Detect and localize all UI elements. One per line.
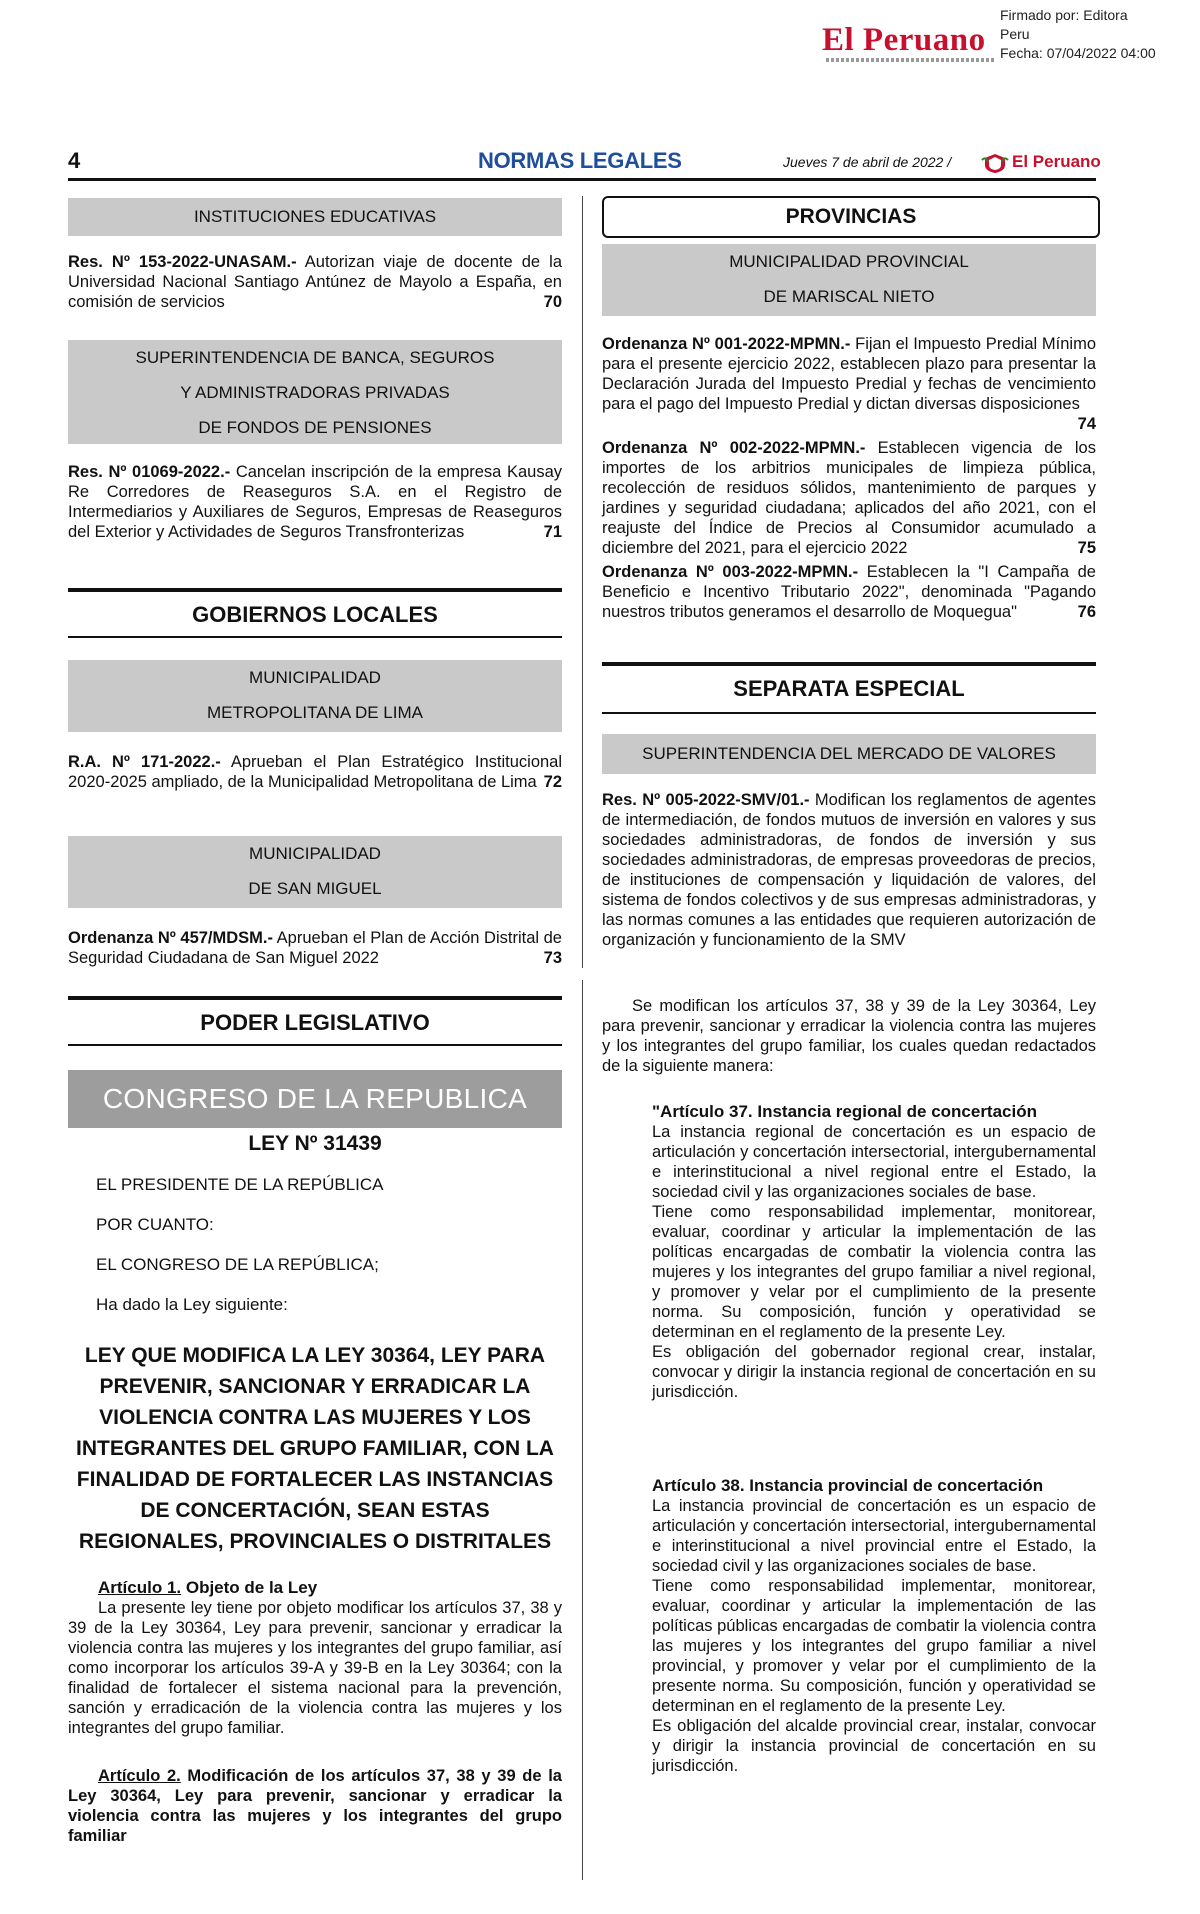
article-heading: Artículo 38. Instancia provincial de concertación (652, 1476, 1044, 1495)
article-1 (68, 1578, 562, 1738)
article-text: La presente ley tiene por objeto modificar los artículos 37, 38 y 39 de la Ley 30364, Ley para prevenir, sancionar y erradicar la violencia contra las mujeres y los integrantes del grupo familiar, así como incorporar los artículos 39-A y 39-B en la Ley 30364; con la finalidad de fortalecer el sistema nacional para la prevención, sanción y erradicación de la violencia contra las mujeres y los integrantes del grupo familiar. (68, 1599, 562, 1737)
article-paragraph: Es obligación del alcalde provincial crear, instalar, convocar y dirigir la instancia provincial de concertación en su jurisdicción. (652, 1717, 1096, 1775)
article-label: Artículo 1. (98, 1578, 182, 1597)
entry-code: Ordenanza Nº 457/MDSM.- (68, 929, 273, 947)
stamp-line: Fecha: 07/04/2022 04:00 (1000, 45, 1156, 61)
section-heading-provincias: PROVINCIAS (602, 196, 1100, 238)
article-2 (68, 1766, 562, 1846)
article-38 (652, 1476, 1096, 1776)
column-divider (582, 196, 583, 968)
entry-page: 76 (1077, 603, 1096, 621)
section-rule (68, 636, 562, 638)
article-paragraph: Tiene como responsabilidad implementar, monitorear, evaluar, coordinar y articular la implementación de las políticas públicas encargadas de combatir la violencia contra las mujeres y los integrantes del grupo familiar a nivel provincial, y promover y velar por el cumplimiento de la presente norma. Su composición, función y operatividad se determinan en el reglamento de la presente Ley. (652, 1577, 1096, 1715)
section-rule (68, 588, 562, 592)
summary-entry (602, 334, 1096, 434)
section-rule (602, 712, 1096, 714)
entry-code: Ordenanza Nº 002-2022-MPMN.- (602, 439, 866, 457)
stamp-line: Peru (1000, 26, 1030, 42)
section-box-label: INSTITUCIONES EDUCATIVAS (193, 207, 437, 226)
preamble-line: Ha dado la Ley siguiente: (96, 1295, 288, 1314)
entry-code: Ordenanza Nº 001-2022-MPMN.- (602, 335, 851, 353)
page-number: 4 (68, 148, 81, 173)
section-box-label: METROPOLITANA DE LIMA (206, 703, 423, 722)
entry-text: Aprueban el Plan Estratégico Institucional 2020-2025 ampliado, de la Municipalidad Metropolitana de Lima (68, 753, 563, 791)
summary-entry (68, 928, 562, 968)
section-title: NORMAS LEGALES (478, 148, 682, 173)
section-heading-poder: PODER LEGISLATIVO (200, 1010, 430, 1035)
issue-date: Jueves 7 de abril de 2022 / (783, 154, 952, 170)
congress-banner: CONGRESO DE LA REPUBLICA (68, 1070, 562, 1128)
article-heading: "Artículo 37. Instancia regional de concertación (652, 1102, 1037, 1121)
entry-text: Modifican los reglamentos de agentes de intermediación, de fondos mutuos de inversión en valores y sus sociedades administradoras, de fondos de inversión y sus sociedades administradoras, de empresas proveedoras de precios, de instituciones de compensación y liquidación de valores, del sistema de fondos colectivos y de sus empresas administradoras, y las normas comunes a las entidades que requieren autorización de organización y funcionamiento de la SMV (602, 791, 1096, 949)
entry-text: Cancelan inscripción de la empresa Kausay Re Corredores de Reaseguros S.A. en el Registro de Intermediarios y Auxiliares de Seguros, Empresas de Reaseguros del Exterior y Actividades de Seguros Transfronterizas (68, 463, 562, 541)
article-label: Artículo 2. (98, 1767, 181, 1785)
article-paragraph: Tiene como responsabilidad implementar, monitorear, evaluar, coordinar y articular la implementación de las políticas encargadas de combatir la violencia contra las mujeres y los integrantes del grupo familiar a nivel regional, y promover y velar por el cumplimiento de la presente norma. Su composición, función y operatividad se determinan en el reglamento de la presente Ley. (652, 1203, 1096, 1341)
entry-page: 74 (1077, 415, 1096, 433)
section-box-label: DE FONDOS DE PENSIONES (198, 418, 432, 437)
article-37 (652, 1102, 1096, 1402)
summary-entry (602, 562, 1096, 622)
logo-underline (826, 58, 994, 62)
stamp-line: Firmado por: Editora (1000, 7, 1128, 23)
entry-page: 70 (543, 293, 562, 311)
summary-entry (602, 790, 1096, 950)
entry-page: 75 (1077, 539, 1096, 557)
preamble-line: EL PRESIDENTE DE LA REPÚBLICA (96, 1175, 384, 1194)
summary-entry (68, 752, 562, 792)
section-box-label: DE MARISCAL NIETO (763, 287, 935, 306)
header-brand: El Peruano (1012, 152, 1101, 171)
section-box-label: SUPERINTENDENCIA DEL MERCADO DE VALORES (642, 744, 1056, 763)
section-box-instituciones (68, 198, 562, 236)
entry-code: Res. Nº 153-2022-UNASAM.- (68, 253, 297, 271)
entry-text: Autorizan viaje de docente de la Universidad Nacional Santiago Antúnez de Mayolo a España, en comisión de servicios (68, 253, 562, 311)
signature-stamp (1000, 6, 1156, 63)
article-title: Objeto de la Ley (181, 1578, 318, 1597)
entry-text: Fijan el Impuesto Predial Mínimo para el presente ejercicio 2022, establecen plazo para presentar la Declaración Jurada del Impuesto Predial y fechas de vencimiento para el pago del Impuesto Predial y dictan diversas disposiciones (602, 335, 1096, 413)
entry-code: R.A. Nº 171-2022.- (68, 753, 221, 771)
section-box-label: SUPERINTENDENCIA DE BANCA, SEGUROS (135, 348, 495, 367)
entry-page: 72 (543, 773, 562, 791)
section-rule (68, 1044, 562, 1046)
section-box-label: MUNICIPALIDAD PROVINCIAL (729, 252, 969, 271)
entry-code: Ordenanza Nº 003-2022-MPMN.- (602, 563, 859, 581)
header-rule (68, 178, 1096, 181)
entry-code: Res. Nº 01069-2022.- (68, 463, 231, 481)
section-rule (602, 662, 1096, 666)
el-peruano-logo: El Peruano (822, 22, 986, 58)
section-box-label: DE SAN MIGUEL (248, 879, 382, 898)
law-number: LEY Nº 31439 (248, 1132, 382, 1155)
article-paragraph: Es obligación del gobernador regional crear, instalar, convocar y dirigir la instancia regional de concertación en su jurisdicción. (652, 1343, 1096, 1401)
entry-text: Aprueban el Plan de Acción Distrital de Seguridad Ciudadana de San Miguel 2022 (68, 929, 562, 967)
section-heading-gobiernos: GOBIERNOS LOCALES (192, 602, 438, 627)
article-paragraph: La instancia provincial de concertación es un espacio de articulación y concertación intersectorial, intergubernamental e interinstitucional a nivel provincial entre el Estado, la sociedad civil y las organizaciones sociales de base. (652, 1497, 1096, 1575)
section-box-sbs (68, 340, 562, 444)
section-box-label: Y ADMINISTRADORAS PRIVADAS (180, 383, 450, 402)
modification-intro: Se modifican los artículos 37, 38 y 39 de la Ley 30364, Ley para prevenir, sancionar y erradicar la violencia contra las mujeres y los integrantes del grupo familiar, los cuales quedan redactados de la siguiente manera: (602, 997, 1096, 1075)
column-divider (582, 980, 583, 1880)
article-title: Modificación de los artículos 37, 38 y 39 de la Ley 30364, Ley para prevenir, sancionar y erradicar la violencia contra las mujeres y los integrantes del grupo familiar (68, 1767, 562, 1845)
coat-of-arms-icon (980, 152, 1010, 174)
entry-code: Res. Nº 005-2022-SMV/01.- (602, 791, 810, 809)
entry-text: Establecen vigencia de los importes de los arbitrios municipales de limpieza pública, recolección de residuos sólidos, mantenimiento de parques y jardines y seguridad ciudadana; aplicados del año 2021, con el reajuste del Índice de Precios al Consumidor acumulado a diciembre del 2021, para el ejercicio 2022 (602, 439, 1096, 557)
preamble-line: EL CONGRESO DE LA REPÚBLICA; (96, 1255, 379, 1274)
section-box-smv (602, 734, 1096, 774)
summary-entry (602, 438, 1096, 558)
entry-page: 71 (543, 523, 562, 541)
article-paragraph: La instancia regional de concertación es un espacio de articulación y concertación intersectorial, intergubernamental e interinstitucional a nivel regional entre el Estado, la sociedad civil y las organizaciones sociales de base. (652, 1123, 1096, 1201)
entry-page: 73 (543, 949, 562, 967)
section-rule (68, 996, 562, 1000)
preamble-line: POR CUANTO: (96, 1215, 214, 1234)
section-box-san-miguel (68, 836, 562, 908)
summary-entry (68, 462, 562, 542)
entry-text: Establecen la "I Campaña de Beneficio e Incentivo Tributario 2022", denominada "Pagando nuestros tributos generamos el desarrollo de Moquegua" (602, 563, 1096, 621)
summary-entry (68, 252, 562, 312)
section-heading-separata: SEPARATA ESPECIAL (733, 676, 965, 701)
section-box-label: MUNICIPALIDAD (249, 668, 381, 687)
section-box-mariscal (602, 244, 1096, 316)
section-box-label: MUNICIPALIDAD (249, 844, 381, 863)
article-heading (68, 1578, 562, 1598)
law-title: LEY QUE MODIFICA LA LEY 30364, LEY PARA PREVENIR, SANCIONAR Y ERRADICAR LA VIOLENCIA CONTRA LAS MUJERES Y LOS INTEGRANTES DEL GRUPO FAMILIAR, CON LA FINALIDAD DE FORTALECER LAS INSTANCIAS DE CONCERTACIÓN, SEAN ESTAS REGIONALES, PROVINCIALES O DISTRITALES (76, 1344, 554, 1553)
section-box-lima (68, 660, 562, 732)
